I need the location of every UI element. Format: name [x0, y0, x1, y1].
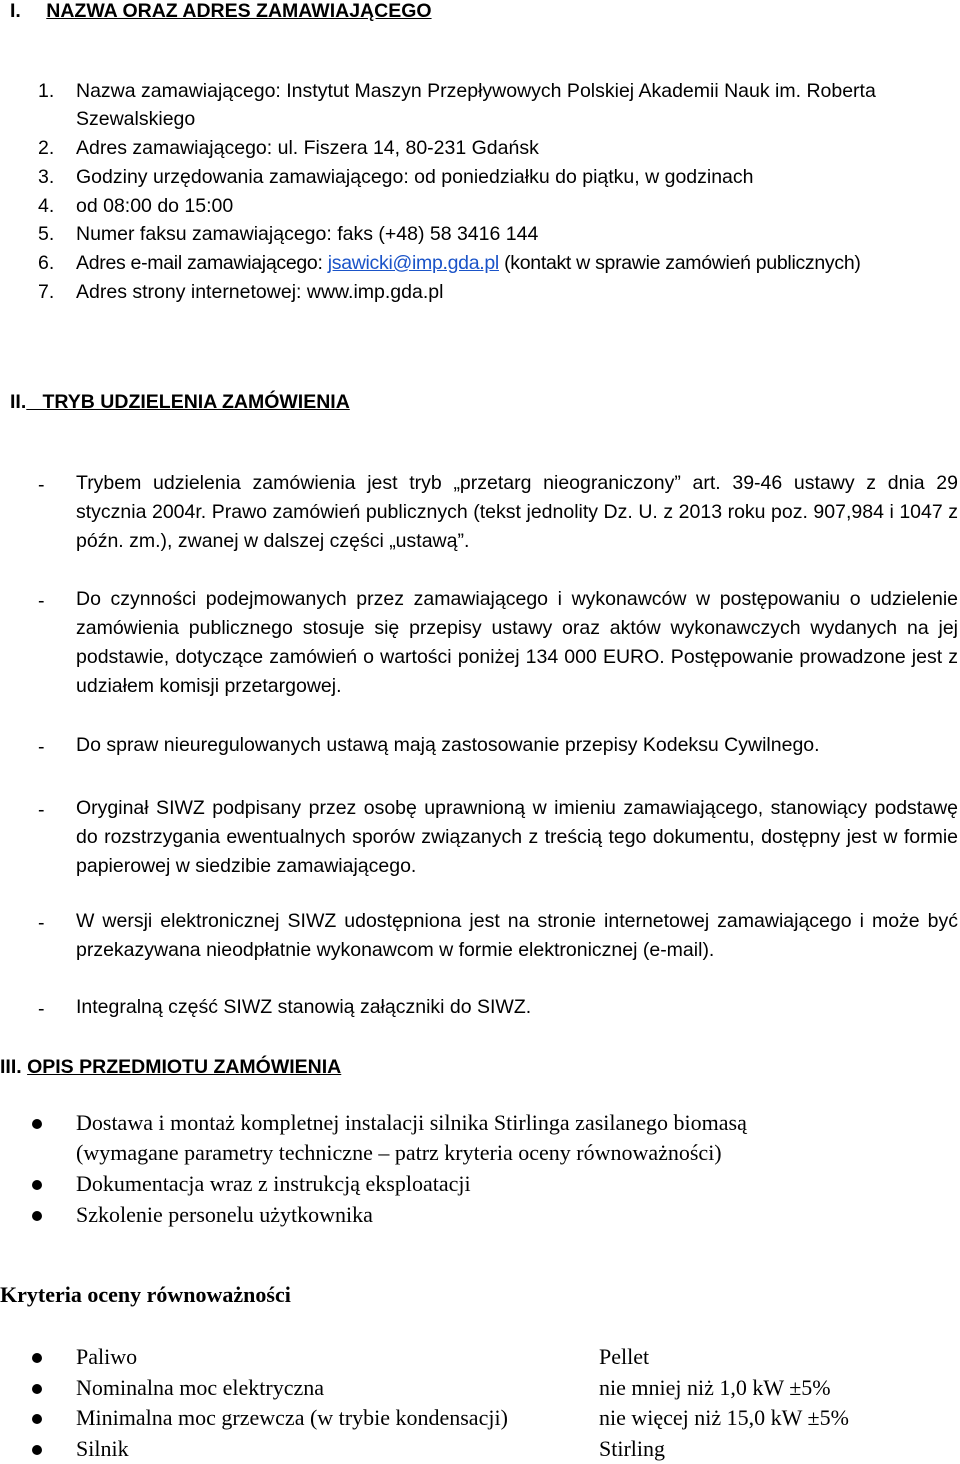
bullet-item-continuation: (wymagane parametry techniczne – patrz kryteria oceny równoważności) — [76, 1140, 722, 1165]
paragraph: Oryginał SIWZ podpisany przez osobę uprawnioną w imieniu zamawiającego, stanowiący podstawę do rozstrzygania ewentualnych sporów związanych z treścią tego dokumentu, dostępny jest w formie papierowej w siedzibie zamawiającego. — [76, 797, 958, 877]
paragraph: Do czynności podejmowanych przez zamawiającego i wykonawców w postępowaniu o udzielenie zamówienia publicznego stosuje się przepisy ustawy oraz aktów wykonawczych wydanych na jej podstawie, dotyczące zamówień o wartości poniżej 134 000 EURO. Postępowanie prowadzone jest z udziałem komisji przetargowej. — [76, 588, 958, 697]
paragraph: Trybem udzielenia zamówienia jest tryb „przetarg nieograniczony” art. 39-46 ustawy z dnia 29 stycznia 2004r. Prawo zamówień publicznych (tekst jednolity Dz. U. z 2013 roku poz. 907,984 i 1047 z późn. zm.), zwanej w dalszej części „ustawą”. — [76, 472, 958, 552]
section-1-heading — [10, 0, 432, 23]
bullet-dot — [32, 1353, 42, 1363]
bullet-dot — [32, 1384, 42, 1394]
criteria-title: Kryteria oceny równoważności — [0, 1282, 291, 1307]
dash-bullet: - — [38, 474, 45, 496]
criteria-label: Minimalna moc grzewcza (w trybie kondensacji) — [76, 1405, 508, 1430]
dash-bullet: - — [38, 799, 45, 821]
section-3-heading — [0, 1056, 341, 1079]
email-link[interactable]: jsawicki@imp.gda.pl — [327, 252, 499, 274]
criteria-label: Silnik — [76, 1436, 129, 1461]
criteria-value: nie więcej niż 15,0 kW ±5% — [599, 1405, 849, 1430]
bullet-dot — [32, 1445, 42, 1455]
criteria-label: Paliwo — [76, 1344, 138, 1369]
bullet-dot — [32, 1211, 42, 1221]
bullet-dot — [32, 1180, 42, 1190]
list-item-continuation: Szewalskiego — [76, 108, 196, 130]
section-1-title: NAZWA ORAZ ADRES ZAMAWIAJĄCEGO — [46, 0, 432, 22]
section-2-title: TRYB UDZIELENIA ZAMÓWIENIA — [26, 391, 350, 413]
dash-bullet: - — [38, 998, 45, 1020]
criteria-label: Nominalna moc elektryczna — [76, 1375, 325, 1400]
dash-bullet: - — [38, 590, 45, 612]
section-3-number: III. — [0, 1056, 22, 1078]
paragraph: Do spraw nieuregulowanych ustawą mają zastosowanie przepisy Kodeksu Cywilnego. — [76, 734, 820, 756]
section-3-title: OPIS PRZEDMIOTU ZAMÓWIENIA — [27, 1056, 342, 1078]
criteria-value: nie mniej niż 1,0 kW ±5% — [599, 1375, 831, 1400]
section-1-number: I. — [10, 0, 21, 22]
bullet-dot — [32, 1414, 42, 1424]
paragraph: W wersji elektronicznej SIWZ udostępniona jest na stronie internetowej zamawiającego i może być przekazywana nieodpłatnie wykonawcom w formie elektronicznej (e-mail). — [76, 910, 958, 961]
bullet-item: Szkolenie personelu użytkownika — [76, 1202, 373, 1227]
dash-bullet: - — [38, 736, 45, 758]
criteria-value: Pellet — [599, 1344, 650, 1369]
bullet-item: Dostawa i montaż kompletnej instalacji silnika Stirlinga zasilanego biomasą — [76, 1110, 747, 1135]
paragraph: Integralną część SIWZ stanowią załączniki do SIWZ. — [76, 996, 532, 1018]
dash-bullet: - — [38, 912, 45, 934]
criteria-value: Stirling — [599, 1436, 666, 1461]
bullet-item: Dokumentacja wraz z instrukcją eksploatacji — [76, 1171, 471, 1196]
section-2-heading — [10, 391, 350, 414]
bullet-dot — [32, 1119, 42, 1129]
section-2-number: II. — [10, 391, 27, 413]
